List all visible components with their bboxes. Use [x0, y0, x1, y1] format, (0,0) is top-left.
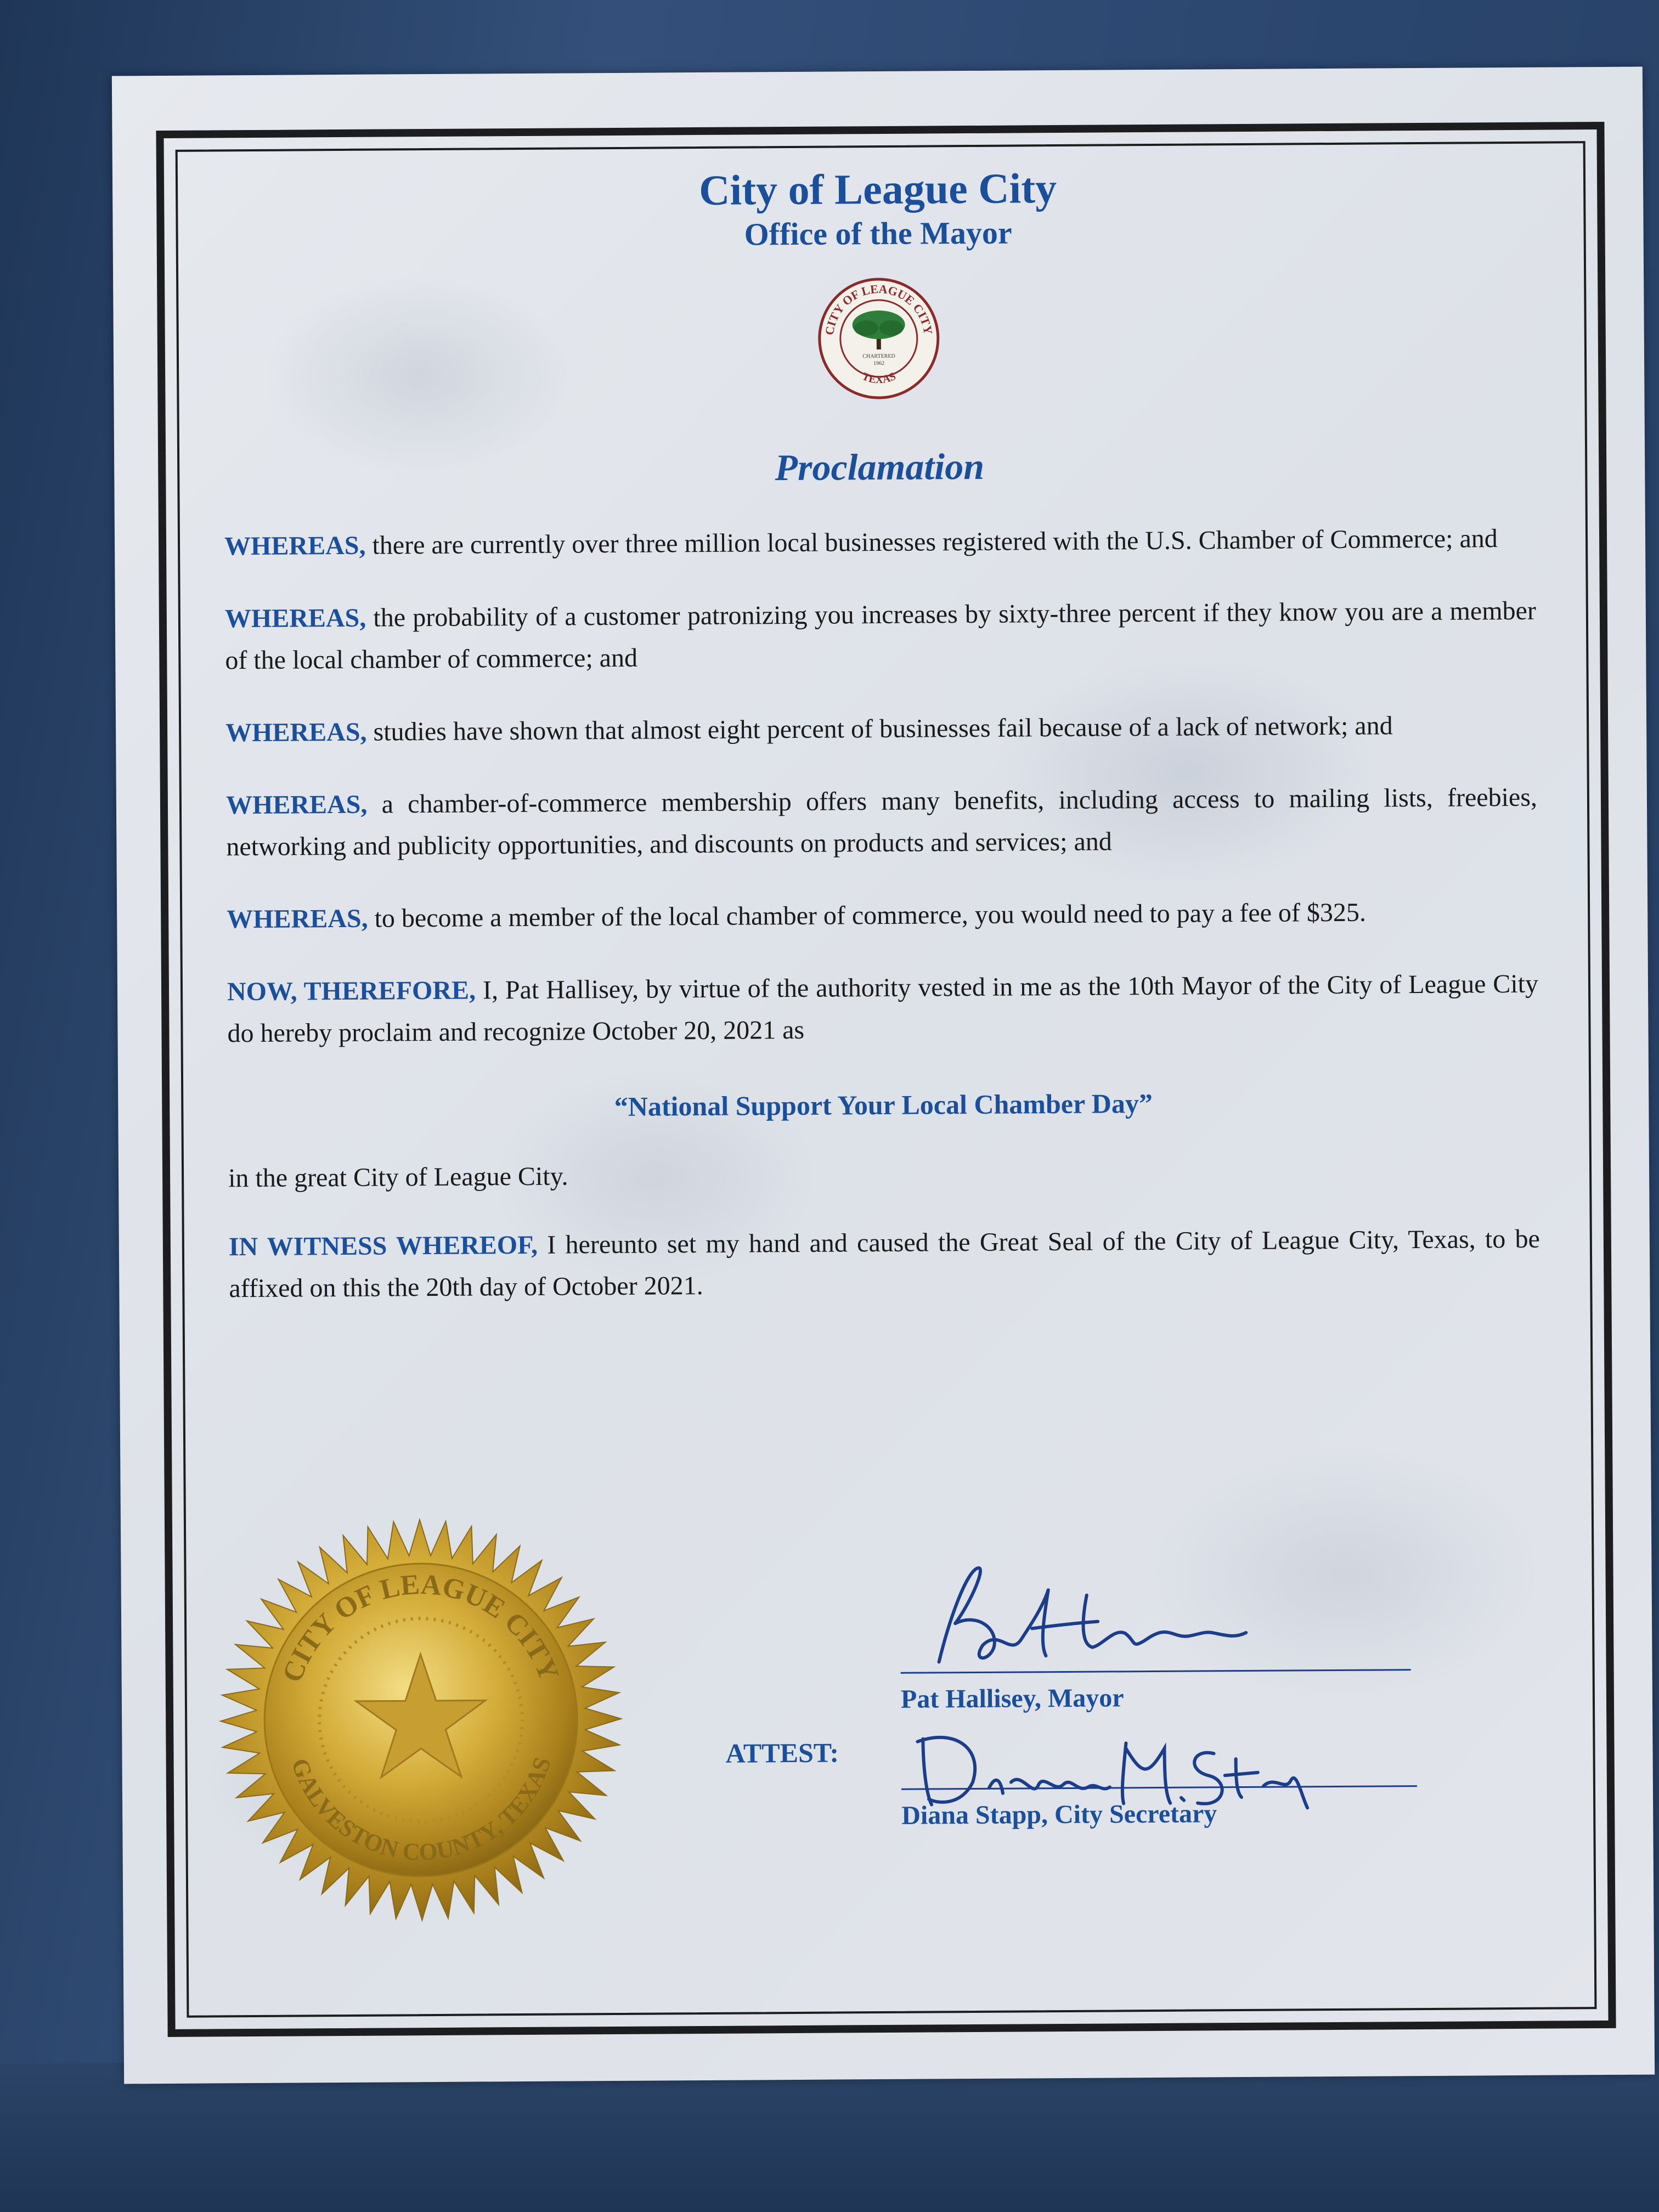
whereas-paragraph — [227, 891, 1538, 941]
city-seal-logo-icon — [804, 275, 953, 402]
paragraph-keyword: WHEREAS, — [225, 717, 367, 748]
closing-line: in the great City of League City. — [228, 1161, 568, 1193]
mayor-signature — [905, 1550, 1290, 1684]
paragraph-keyword: WHEREAS, — [225, 789, 368, 820]
paragraph-text: to become a member of the local chamber of commerce, you would need to pay a fee of $325. — [368, 898, 1367, 933]
folder-bottom-edge — [0, 2063, 1659, 2212]
witness-paragraph — [229, 1218, 1541, 1310]
page-title: City of League City — [698, 164, 1057, 215]
witness-keyword: IN WITNESS WHEREOF, — [228, 1231, 538, 1262]
logo-year: 1962 — [873, 360, 885, 367]
proclaimed-day-title: “National Support Your Local Chamber Day” — [614, 1088, 1153, 1122]
logo-center-text: CHARTERED — [862, 353, 895, 360]
paragraph-keyword: WHEREAS, — [224, 531, 366, 561]
gold-seal-icon — [217, 1516, 625, 1925]
page-subtitle: Office of the Mayor — [744, 215, 1012, 252]
therefore-paragraph — [227, 963, 1539, 1055]
whereas-paragraph — [225, 704, 1537, 754]
paragraph-keyword: WHEREAS, — [224, 603, 366, 634]
paragraph-text: studies have shown that almost eight percent of businesses fail because of a lack of network; and — [366, 711, 1393, 747]
mayor-name: Pat Hallisey, Mayor — [900, 1683, 1124, 1714]
attest-label: ATTEST: — [725, 1737, 839, 1769]
document-heading: Proclamation — [775, 445, 985, 489]
city-seal-logo — [223, 272, 1534, 406]
logo-bottom-text: TEXAS — [860, 370, 898, 386]
paragraph-text: a chamber-of-commerce membership offers many benefits, including access to mailing lists, freebies, networking and publicity opportunities, and discounts on products and services; and — [226, 782, 1538, 862]
secretary-name: Diana Stapp, City Secretary — [901, 1799, 1217, 1830]
gold-seal-bottom-text: GALVESTON COUNTY, TEXAS — [286, 1754, 556, 1866]
proclamation-document — [112, 67, 1655, 2084]
paragraph-text: I, Pat Hallisey, by virtue of the authority vested in me as the 10th Mayor of the City of League City do hereby proclaim and recognize October 20, 2021 as — [227, 969, 1539, 1048]
paragraph-text: the probability of a customer patronizing you increases by sixty-three percent if they know you are a member of the local chamber of commerce; and — [225, 596, 1537, 675]
document-content — [222, 161, 1541, 1341]
signature-block — [900, 1549, 1440, 1882]
witness-text: I hereunto set my hand and caused the Great Seal of the City of League City, Texas, to be affixed on this the 20th day of October 2021. — [229, 1224, 1541, 1304]
whereas-paragraph — [226, 777, 1538, 868]
paragraph-keyword: WHEREAS, — [227, 904, 368, 934]
logo-top-text: CITY OF LEAGUE CITY — [822, 281, 935, 336]
gold-seal-top-text: CITY OF LEAGUE CITY — [276, 1568, 565, 1687]
paragraph-text: there are currently over three million local businesses registered with the U.S. Chamber of Commerce; and — [365, 524, 1498, 560]
paragraph-keyword: NOW, THEREFORE, — [227, 975, 476, 1007]
whereas-paragraph — [225, 590, 1537, 682]
whereas-paragraph — [224, 518, 1536, 568]
